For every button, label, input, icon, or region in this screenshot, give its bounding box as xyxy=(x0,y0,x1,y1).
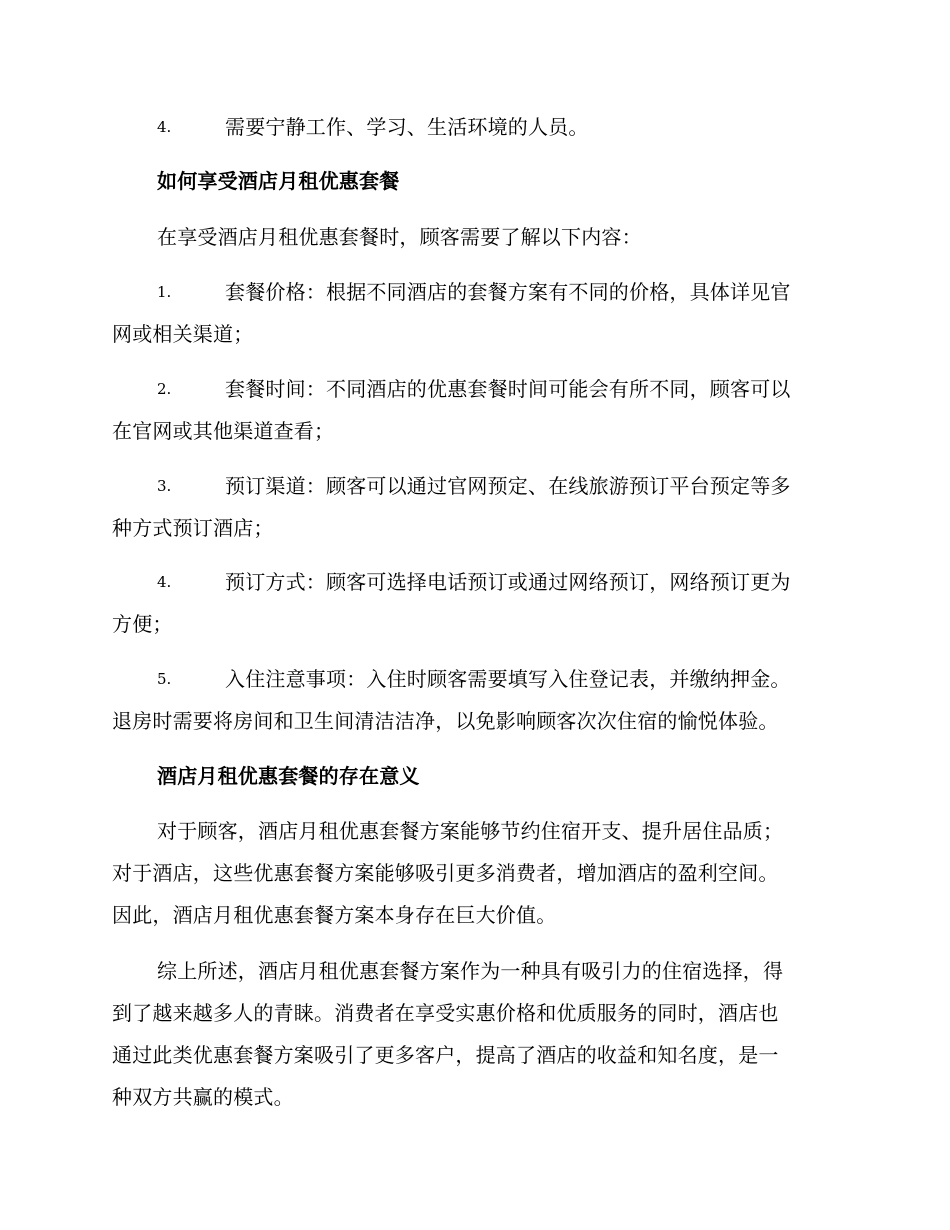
paragraph-line: 对于酒店，这些优惠套餐方案能够吸引更多消费者，增加酒店的盈利空间。 xyxy=(112,861,779,885)
list-item-number: 4. xyxy=(157,118,172,136)
list-item-text: 套餐价格：根据不同酒店的套餐方案有不同的价格，具体详见官 xyxy=(225,280,791,304)
paragraph-line: 通过此类优惠套餐方案吸引了更多客户，提高了酒店的收益和知名度，是一 xyxy=(112,1043,779,1067)
list-item-number: 2. xyxy=(157,380,172,398)
paragraph-line: 到了越来越多人的青睐。消费者在享受实惠价格和优质服务的同时，酒店也 xyxy=(112,1001,779,1025)
list-item-continuation: 网或相关渠道； xyxy=(112,322,254,346)
list-item-text: 入住注意事项：入住时顾客需要填写入住登记表，并缴纳押金。 xyxy=(225,667,791,691)
section-heading-how-to-enjoy: 如何享受酒店月租优惠套餐 xyxy=(157,169,400,193)
paragraph-line: 对于顾客，酒店月租优惠套餐方案能够节约住宿开支、提升居住品质； xyxy=(157,819,784,843)
paragraph-line: 种双方共赢的模式。 xyxy=(112,1085,294,1109)
section-intro: 在享受酒店月租优惠套餐时，顾客需要了解以下内容： xyxy=(157,225,642,249)
list-item-text: 预订方式：顾客可选择电话预订或通过网络预订，网络预订更为 xyxy=(225,570,791,594)
list-item-continuation: 方便； xyxy=(112,612,173,636)
list-item-continuation: 在官网或其他渠道查看； xyxy=(112,419,335,443)
list-item-continuation: 退房时需要将房间和卫生间清洁洁净，以免影响顾客次次住宿的愉悦体验。 xyxy=(112,709,779,733)
section-heading-significance: 酒店月租优惠套餐的存在意义 xyxy=(157,764,420,788)
list-item-text: 需要宁静工作、学习、生活环境的人员。 xyxy=(225,115,589,139)
paragraph-line: 综上所述，酒店月租优惠套餐方案作为一种具有吸引力的住宿选择，得 xyxy=(157,959,784,983)
list-item-continuation: 种方式预订酒店； xyxy=(112,516,274,540)
paragraph-line: 因此，酒店月租优惠套餐方案本身存在巨大价值。 xyxy=(112,903,557,927)
list-item-number: 3. xyxy=(157,477,172,495)
list-item-text: 预订渠道：顾客可以通过官网预定、在线旅游预订平台预定等多 xyxy=(225,474,791,498)
list-item-number: 1. xyxy=(157,283,172,301)
list-item-number: 4. xyxy=(157,573,172,591)
list-item-text: 套餐时间：不同酒店的优惠套餐时间可能会有所不同，顾客可以 xyxy=(225,377,791,401)
list-item-number: 5. xyxy=(157,670,172,688)
